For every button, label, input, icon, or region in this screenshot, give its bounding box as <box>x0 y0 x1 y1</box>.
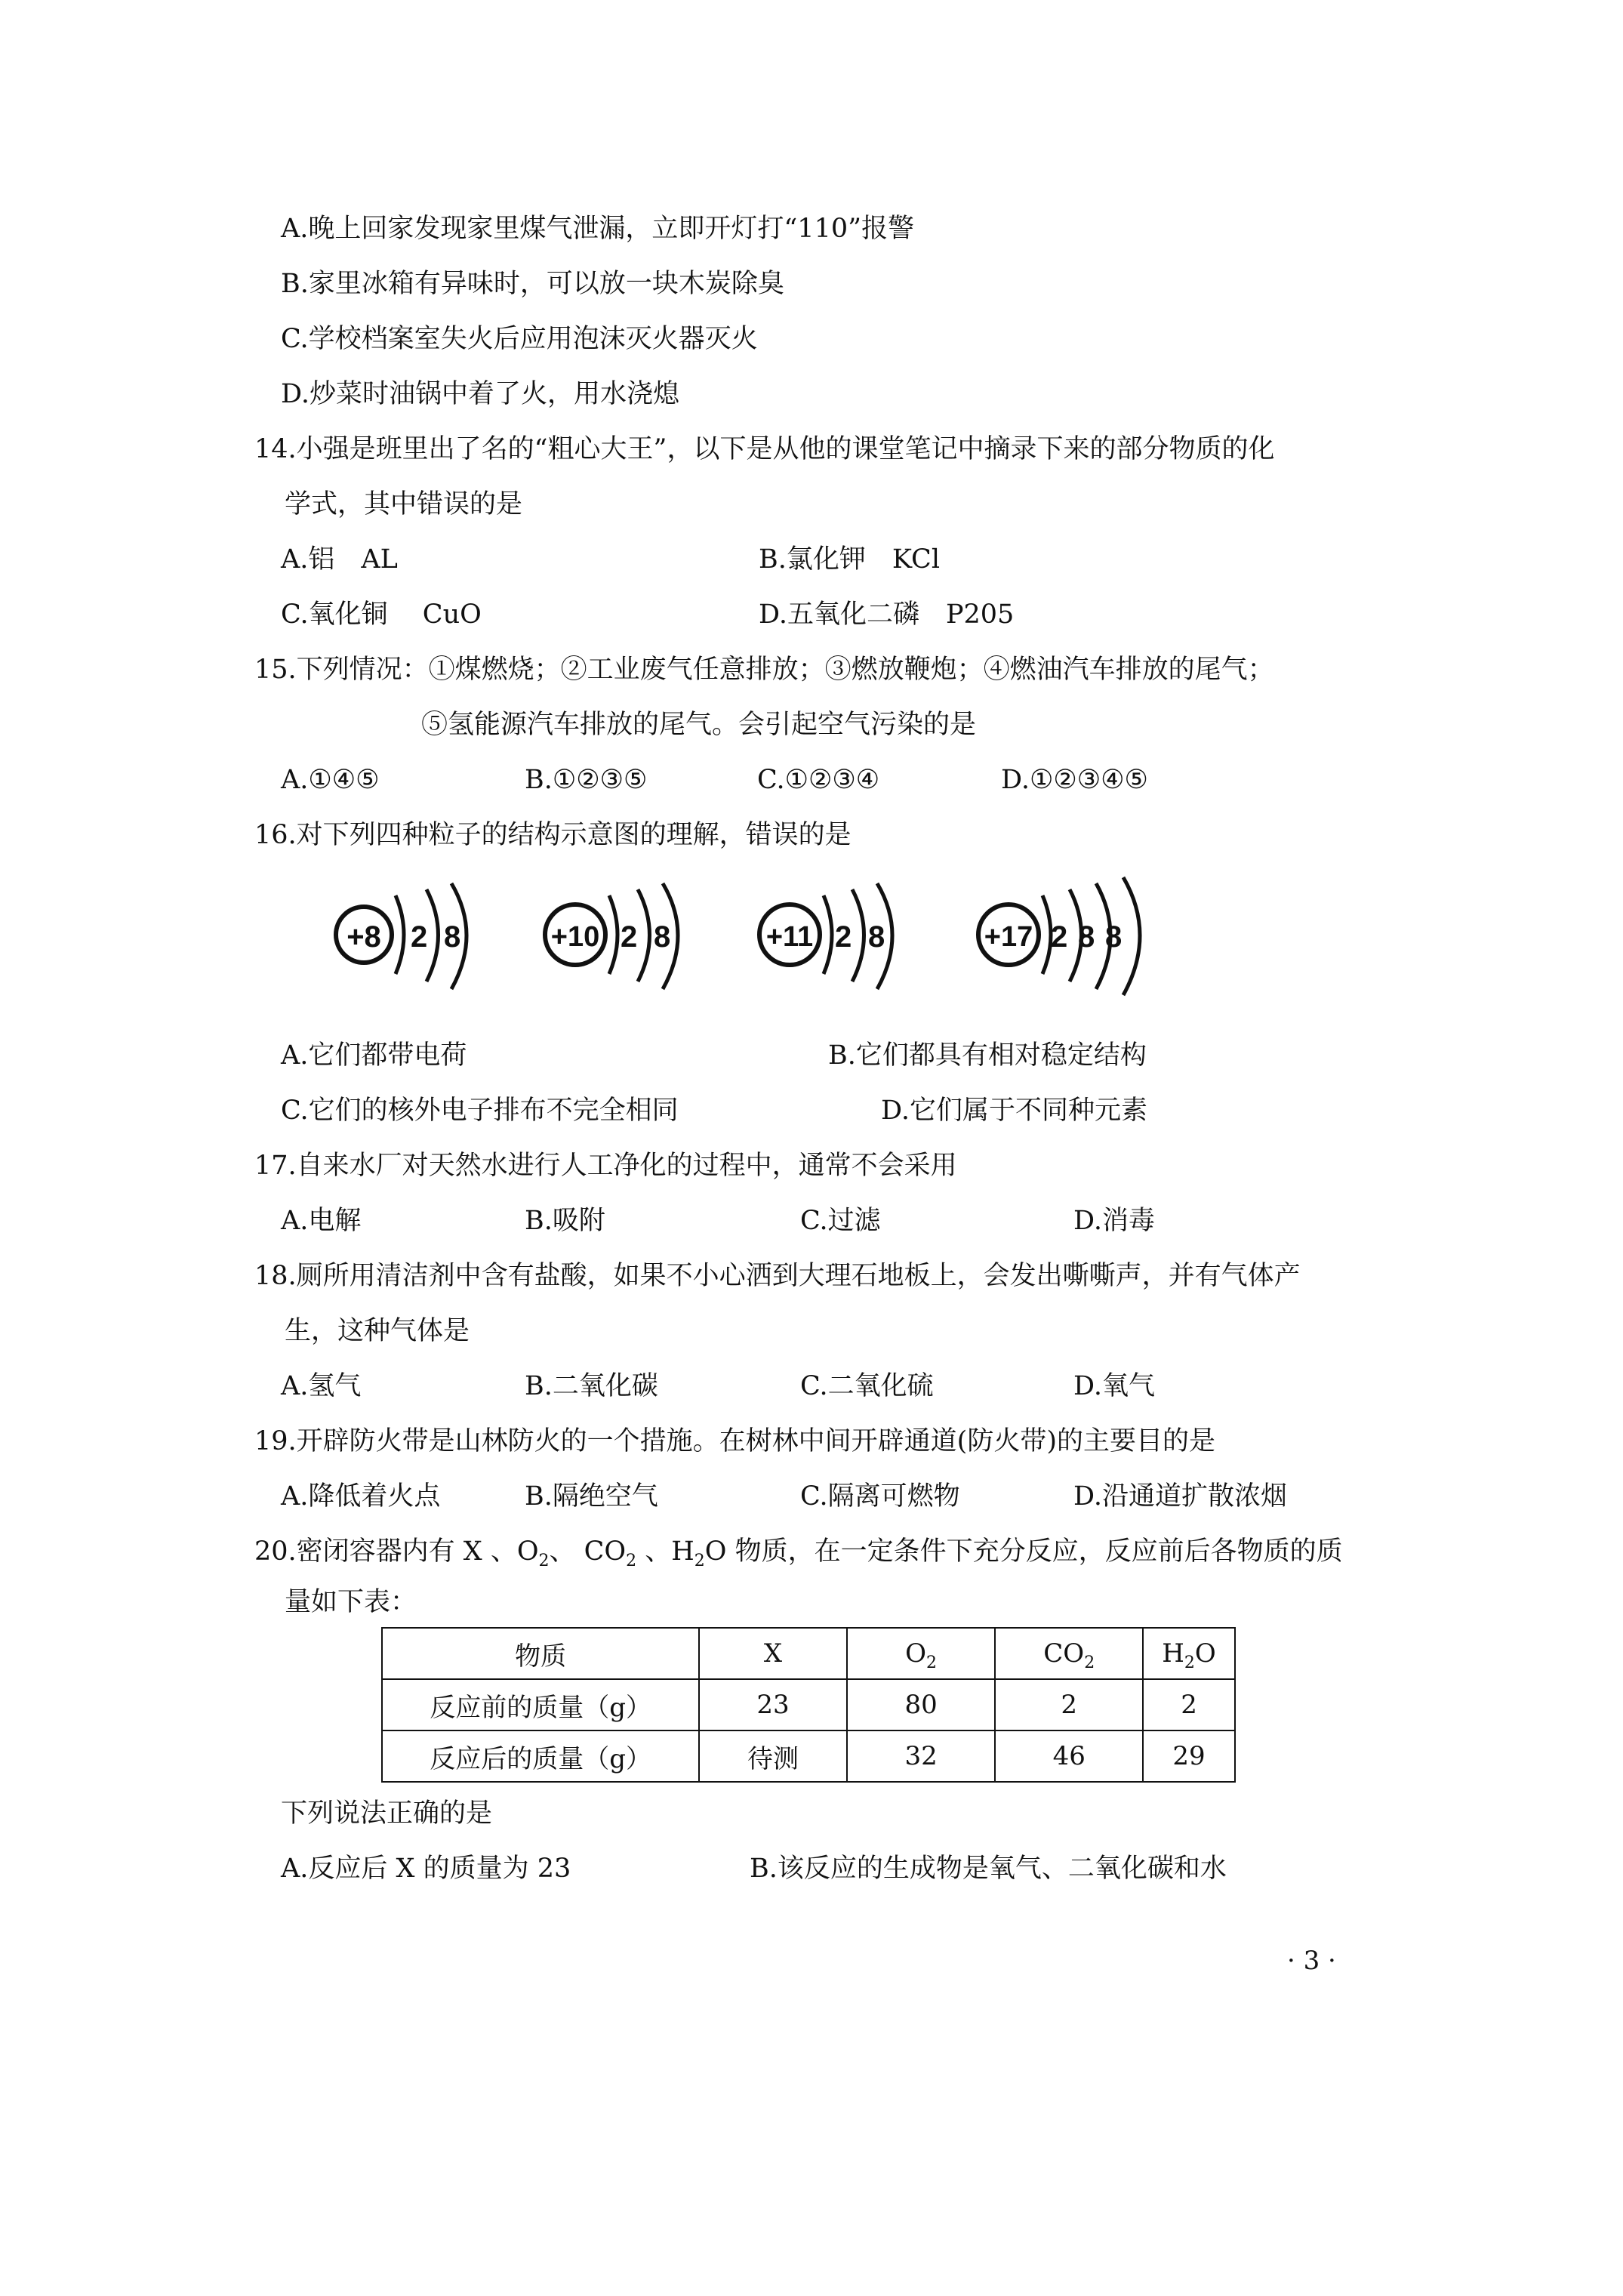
mass-data-table <box>381 1627 1236 1783</box>
particle-1-shell-2: 8 <box>444 920 461 954</box>
q20-option-a: A.反应后 X 的质量为 23 <box>281 1854 571 1884</box>
page-number: · 3 · <box>1287 1946 1336 1976</box>
particle-4-shell-2: 8 <box>1078 920 1095 954</box>
q17-option-c: C.过滤 <box>800 1206 881 1236</box>
particle-3-shell-2: 8 <box>868 920 885 954</box>
q16-option-a: A.它们都带电荷 <box>281 1040 467 1071</box>
particle-4-shell-1: 2 <box>1051 920 1068 954</box>
q19-option-b: B.隔绝空气 <box>525 1481 658 1512</box>
table-header-cell: X <box>699 1628 847 1679</box>
particle-4-nucleus: +17 <box>984 921 1033 953</box>
q13-option-b: B.家里冰箱有异味时，可以放一块木炭除臭 <box>281 269 784 299</box>
particle-diagram-2 <box>545 883 678 989</box>
particle-2-nucleus: +10 <box>550 921 600 953</box>
particle-1-nucleus: +8 <box>346 920 381 954</box>
particle-3-shell-1: 2 <box>835 920 852 954</box>
q14-stem-line1: 14.小强是班里出了名的“粗心大王”，以下是从他的课堂笔记中摘录下来的部分物质的化 <box>254 434 1275 464</box>
q20-stem-line2: 量如下表： <box>285 1587 417 1617</box>
q13-option-a: A.晚上回家发现家里煤气泄漏，立即开灯打“110”报警 <box>281 214 914 244</box>
q18-option-b: B.二氧化碳 <box>525 1371 658 1401</box>
q18-option-c: C.二氧化硫 <box>800 1371 934 1401</box>
table-cell: 32 <box>847 1730 996 1782</box>
table-cell: 反应后的质量（g） <box>382 1730 699 1782</box>
particle-1-shell-1: 2 <box>411 920 428 954</box>
q20-co2-subscript: 2 <box>626 1552 637 1570</box>
q16-option-b: B.它们都具有相对稳定结构 <box>828 1040 1147 1071</box>
q17-option-a: A.电解 <box>281 1206 362 1236</box>
q20-stem-part-4: O 物质，在一定条件下充分反应，反应前后各物质的质 <box>704 1536 1343 1567</box>
q20-stem-part-2: 、 CO <box>549 1536 627 1567</box>
table-row <box>382 1679 1235 1730</box>
table-cell: 待测 <box>699 1730 847 1782</box>
q15-option-a: A.①④⑤ <box>281 765 380 795</box>
q20-stem-part-3: 、H <box>636 1536 694 1567</box>
table-cell: 80 <box>847 1679 996 1730</box>
q20-o2-subscript: 2 <box>538 1552 550 1570</box>
particle-2-shell-1: 2 <box>621 920 638 954</box>
q19-stem: 19.开辟防火带是山林防火的一个措施。在树林中间开辟通道(防火带)的主要目的是 <box>254 1426 1215 1456</box>
table-cell: 23 <box>699 1679 847 1730</box>
q17-option-d: D.消毒 <box>1073 1206 1155 1236</box>
particle-2-shell-2: 8 <box>654 920 671 954</box>
q14-stem-line2: 学式，其中错误的是 <box>285 489 523 519</box>
q15-option-d: D.①②③④⑤ <box>1001 765 1148 795</box>
table-cell: 2 <box>1143 1679 1235 1730</box>
q18-option-d: D.氧气 <box>1073 1371 1155 1401</box>
q19-option-c: C.隔离可燃物 <box>800 1481 960 1512</box>
q15-stem-line1: 15.下列情况：①煤燃烧；②工业废气任意排放；③燃放鞭炮；④燃油汽车排放的尾气； <box>254 655 1274 685</box>
table-cell: 反应前的质量（g） <box>382 1679 699 1730</box>
q16-option-c: C.它们的核外电子排布不完全相同 <box>281 1096 679 1126</box>
table-header-cell: $O_2$ <box>847 1628 996 1679</box>
q17-option-b: B.吸附 <box>525 1206 605 1236</box>
q15-option-b: B.①②③⑤ <box>525 765 648 795</box>
q20-option-b: B.该反应的生成物是氧气、二氧化碳和水 <box>750 1854 1227 1884</box>
table-cell: 2 <box>995 1679 1143 1730</box>
q14-option-a: A.铝 AL <box>281 544 398 575</box>
q20-prompt: 下列说法正确的是 <box>281 1798 493 1829</box>
table-header-cell: 物质 <box>382 1628 699 1679</box>
table-cell: 29 <box>1143 1730 1235 1782</box>
q16-option-d: D.它们属于不同种元素 <box>881 1096 1147 1126</box>
q14-option-d: D.五氧化二磷 P205 <box>759 599 1015 630</box>
q20-h2o-subscript: 2 <box>694 1552 705 1570</box>
q20-stem-part-1: 20.密闭容器内有 X 、O <box>254 1536 539 1567</box>
q15-stem-line2: ⑤氢能源汽车排放的尾气。会引起空气污染的是 <box>421 710 977 740</box>
q13-option-d: D.炒菜时油锅中着了火，用水浇熄 <box>281 379 679 409</box>
particle-diagram-4 <box>978 877 1140 995</box>
table-header-row <box>382 1628 1235 1679</box>
q18-stem-line1: 18.厕所用清洁剂中含有盐酸，如果不小心洒到大理石地板上，会发出嘶嘶声，并有气体产 <box>254 1261 1301 1291</box>
q14-option-c: C.氧化铜 CuO <box>281 599 482 630</box>
table-header-cell: $CO_2$ <box>995 1628 1143 1679</box>
q20-stem-line1 <box>254 1535 1343 1568</box>
q19-option-d: D.沿通道扩散浓烟 <box>1073 1481 1287 1512</box>
q17-stem: 17.自来水厂对天然水进行人工净化的过程中，通常不会采用 <box>254 1151 957 1181</box>
q16-stem: 16.对下列四种粒子的结构示意图的理解，错误的是 <box>254 820 852 850</box>
table-cell: 46 <box>995 1730 1143 1782</box>
particle-3-nucleus: +11 <box>765 921 814 953</box>
q18-option-a: A.氢气 <box>281 1371 362 1401</box>
q15-option-c: C.①②③④ <box>757 765 880 795</box>
particle-diagram-3 <box>759 883 892 989</box>
particle-structure-diagrams <box>325 868 1193 1019</box>
q19-option-a: A.降低着火点 <box>281 1481 441 1512</box>
q13-option-c: C.学校档案室失火后应用泡沫灭火器灭火 <box>281 324 758 354</box>
particle-diagram-1 <box>336 883 467 989</box>
table-header-cell: $H_2O$ <box>1143 1628 1235 1679</box>
particle-4-shell-3: 8 <box>1105 920 1123 954</box>
table-row <box>382 1730 1235 1782</box>
q18-stem-line2: 生，这种气体是 <box>285 1316 470 1346</box>
q14-option-b: B.氯化钾 KCl <box>759 544 941 575</box>
